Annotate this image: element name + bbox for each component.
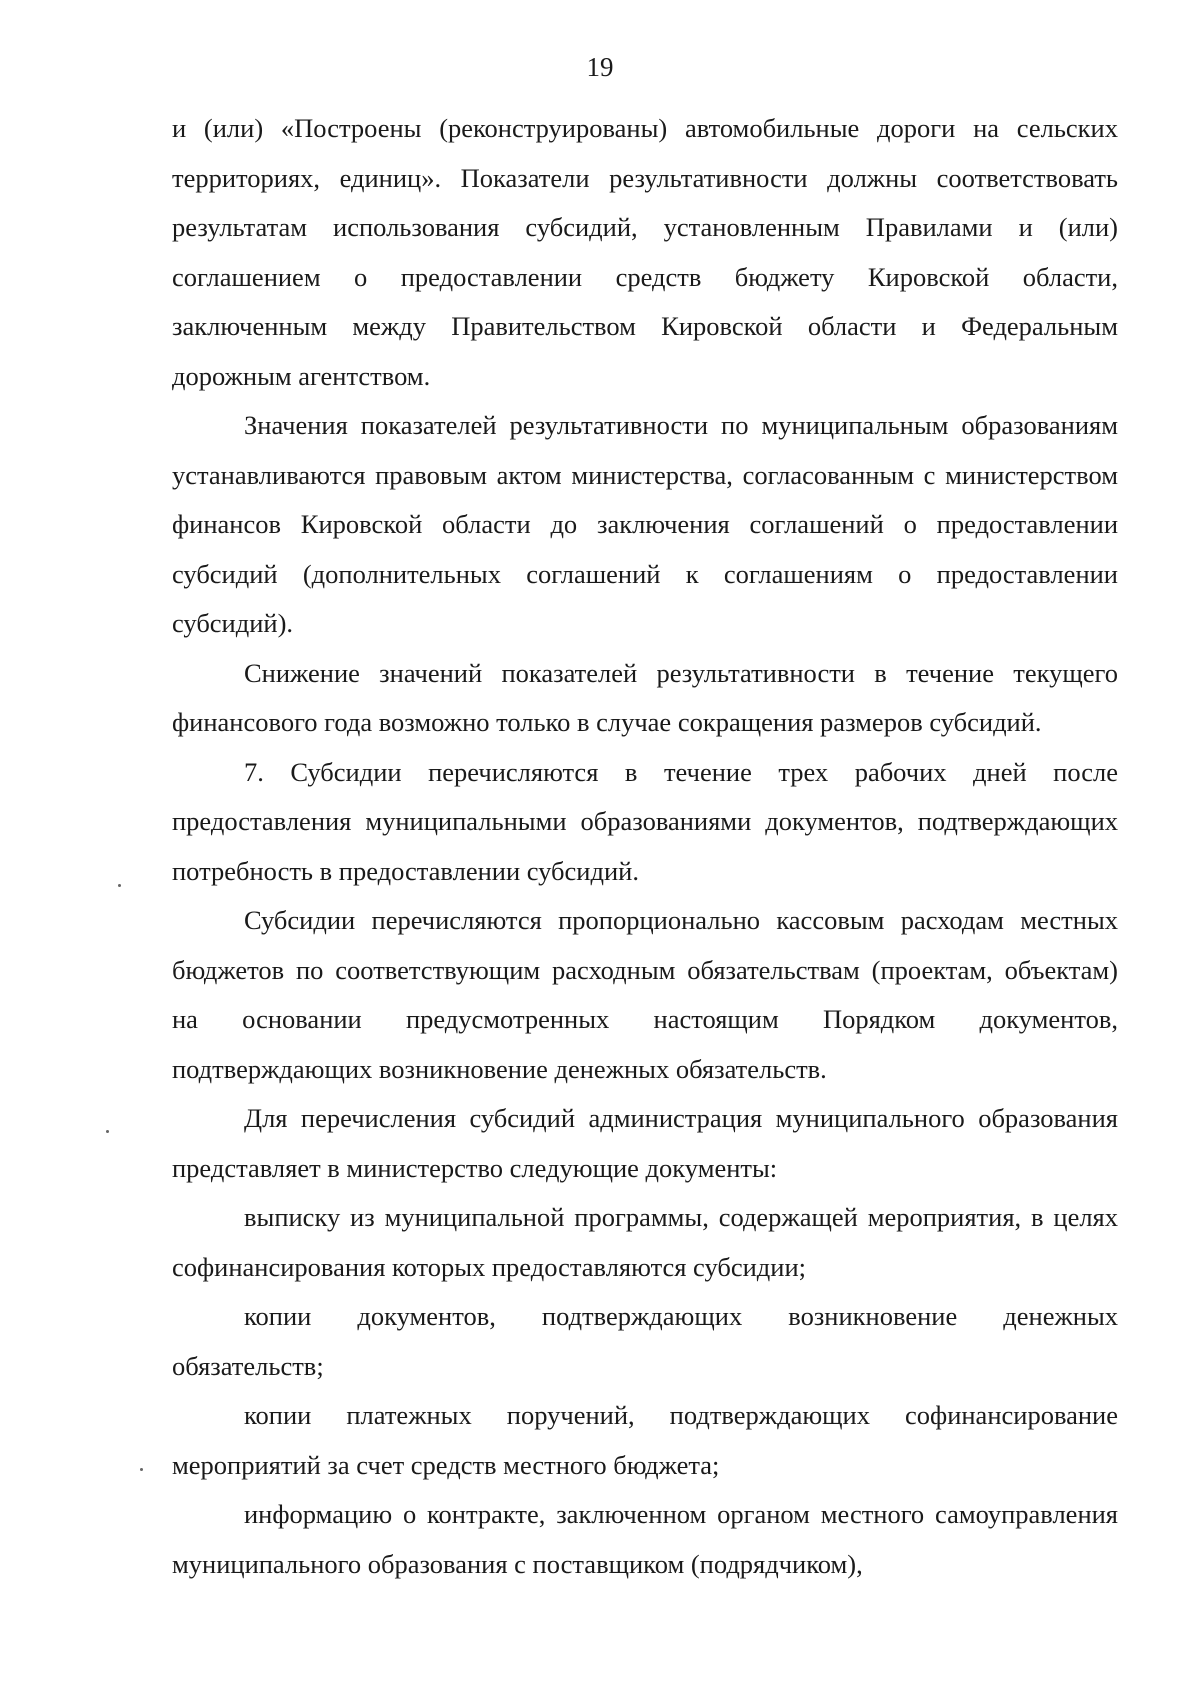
list-item-obligation-copies: копии документов, подтверждающих возникновение денежных обязательств;	[172, 1301, 1118, 1381]
paragraph-results-indicators: и (или) «Построены (реконструированы) автомобильные дороги на сельских территориях, единиц». Показатели результативности должны соответствовать результатам использования субсидий, установленным Правилами и (или) соглашением о предоставлении средств бюджету Кировской области, заключенным между Правительством Кировской области и Федеральным дорожным агентством.	[172, 113, 1118, 391]
scan-speck	[140, 1468, 143, 1471]
paragraph-documents-intro: Для перечисления субсидий администрация муниципального образования представляет в министерство следующие документы:	[172, 1103, 1118, 1183]
list-item-program-extract: выписку из муниципальной программы, содержащей мероприятия, в целях софинансирования которых предоставляются субсидии;	[172, 1202, 1118, 1282]
list-item-payment-orders: копии платежных поручений, подтверждающих софинансирование мероприятий за счет средств местного бюджета;	[172, 1400, 1118, 1480]
document-body	[172, 104, 1118, 1589]
paragraph-item-7: 7. Субсидии перечисляются в течение трех рабочих дней после предоставления муниципальными образованиями документов, подтверждающих потребность в предоставлении субсидий.	[172, 756, 1118, 886]
page-number: 19	[586, 52, 614, 82]
paragraph-indicator-reduction: Снижение значений показателей результативности в течение текущего финансового года возможно только в случае сокращения размеров субсидий.	[172, 657, 1118, 737]
paragraph-proportional-transfer: Субсидии перечисляются пропорционально кассовым расходам местных бюджетов по соответствующим расходным обязательствам (проектам, объектам) на основании предусмотренных настоящим Порядком документов, подтверждающих возникновение денежных обязательств.	[172, 905, 1118, 1084]
paragraph-indicator-values: Значения показателей результативности по муниципальным образованиям устанавливаются правовым актом министерства, согласованным с министерством финансов Кировской области до заключения соглашений о предоставлении субсидий (дополнительных соглашений к соглашениям о предоставлении субсидий).	[172, 410, 1118, 638]
list-item-contract-info: информацию о контракте, заключенном органом местного самоуправления муниципального образования с поставщиком (подрядчиком),	[172, 1499, 1118, 1579]
scan-speck	[118, 884, 121, 887]
scan-speck	[106, 1130, 109, 1133]
